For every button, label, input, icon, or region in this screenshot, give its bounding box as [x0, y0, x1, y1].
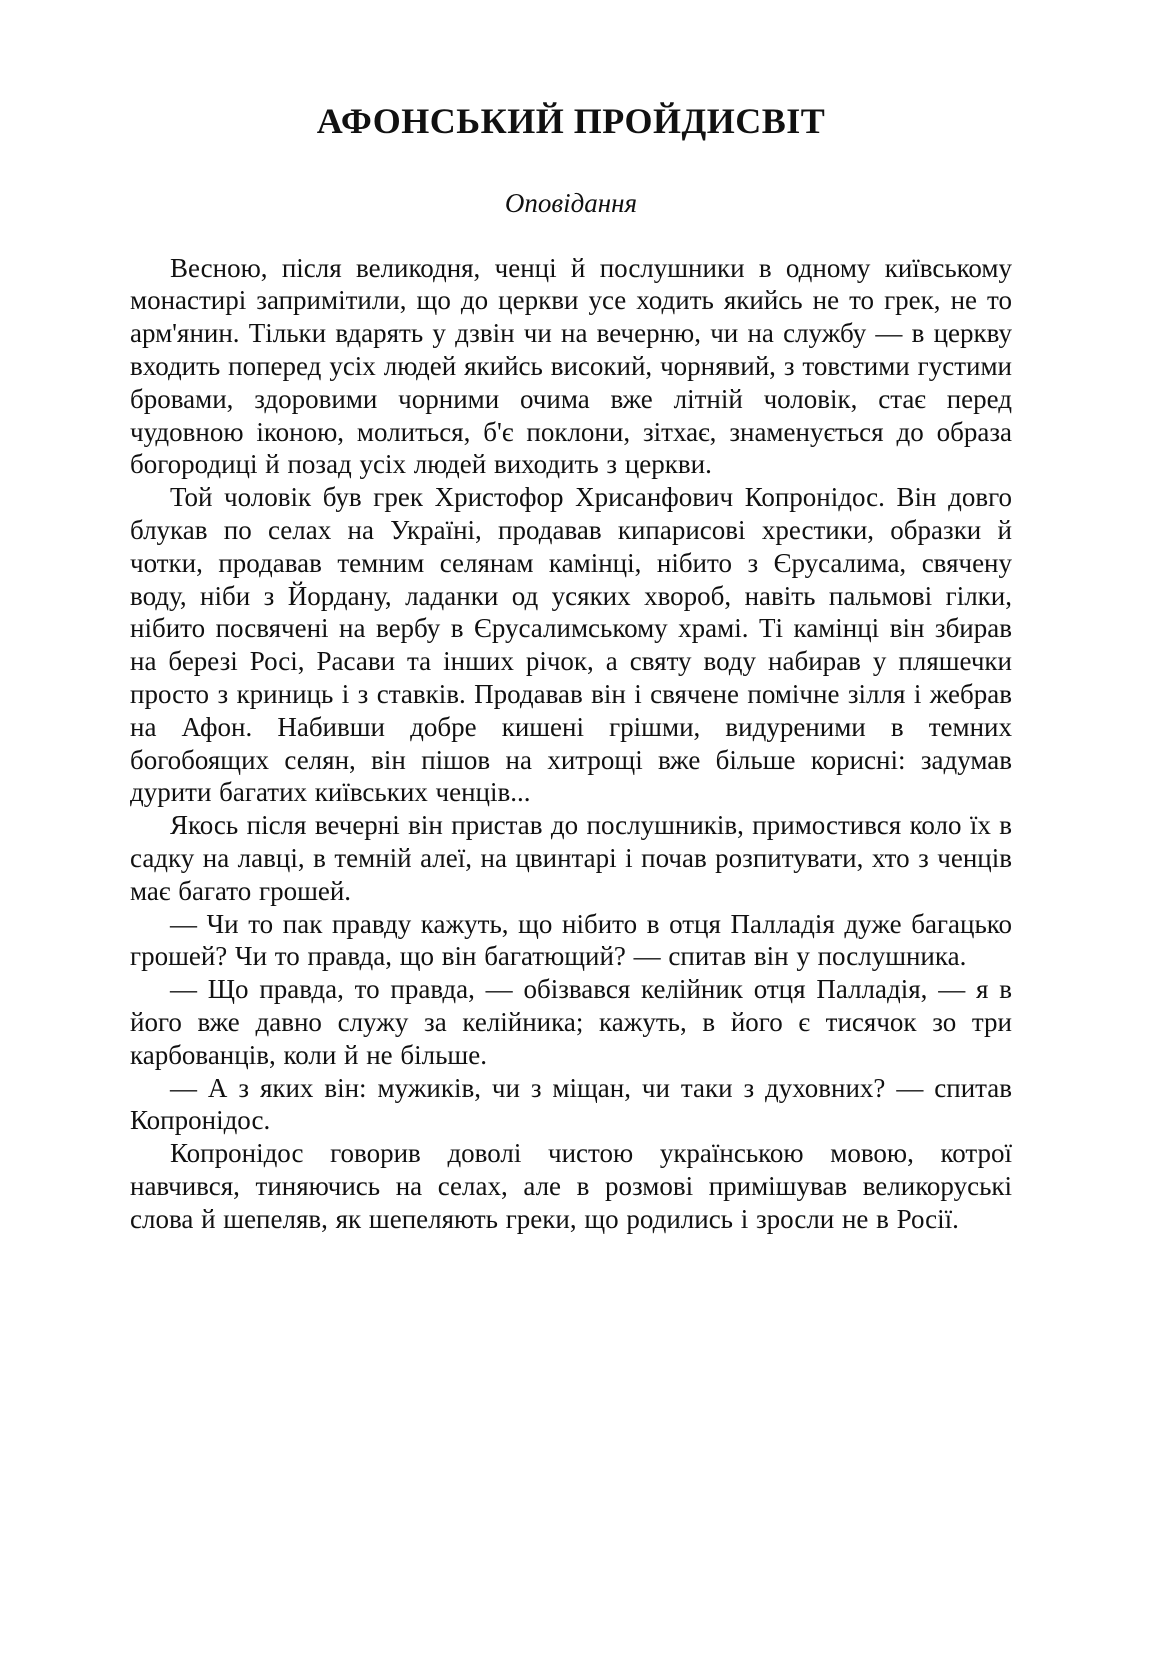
paragraph: Весною, після великодня, ченці й послушники в одному київському монастирі запримітили, що до церкви усе ходить якийсь не то грек, не то арм'янин. Тільки вдарять у дзвін чи на вечерню, чи на службу — в церкву входить поперед усіх людей якийсь високий, чорнявий, з товстими густими бровами, здоровими чорними очима вже літній чоловік, стає перед чудовною іконою, молиться, б'є поклони, зітхає, знаменується до образа богородиці й позад усіх людей виходить з церкви. — [130, 252, 1012, 480]
subtitle: Оповідання — [504, 188, 638, 219]
paragraph: — Чи то пак правду кажуть, що нібито в отця Палладія дуже багацько грошей? Чи то правда, що він багатющий? — спитав він у послушника. — [130, 908, 1012, 972]
story-text — [130, 252, 1012, 1236]
paragraph: Копронідос говорив доволі чистою українською мовою, котрої навчився, тиняючись на селах, але в розмові примішував великоруські слова й шепеляв, як шепеляють греки, що родились і зросли не в Росії. — [130, 1138, 1012, 1234]
page-title: АФОНСЬКИЙ ПРОЙДИСВІТ — [316, 101, 826, 141]
paragraph: Той чоловік був грек Христофор Хрисанфович Копронідос. Він довго блукав по селах на Україні, продавав кипарисові хрестики, образки й чотки, продавав темним селянам камінці, нібито з Єрусалима, свячену воду, ніби з Йордану, ладанки од усяких хвороб, навіть пальмові гілки, нібито посвячені на вербу в Єрусалимському храмі. Ті камінці він збирав на березі Росі, Расави та інших річок, а святу воду набирав у пляшечки просто з криниць і з ставків. Продавав він і свячене помічне зілля і жебрав на Афон. Набивши добре кишені грішми, видуреними в темних богобоящих селян, він пішов на хитрощі вже більше корисні: задумав дурити багатих київських ченців... — [130, 482, 1012, 808]
paragraph: — Що правда, то правда, — обізвався келійник отця Палладія, — я в його вже давно служу за келійника; кажуть, в його є тисячок зо три карбованців, коли й не більше. — [130, 974, 1012, 1070]
paragraph: — А з яких він: мужиків, чи з міщан, чи таки з духовних? — спитав Копронідос. — [130, 1072, 1012, 1136]
paragraph: Якось після вечерні він пристав до послушників, примостився коло їх в садку на лавці, в темній алеї, на цвинтарі і почав розпитувати, хто з ченців має багато грошей. — [130, 810, 1012, 906]
